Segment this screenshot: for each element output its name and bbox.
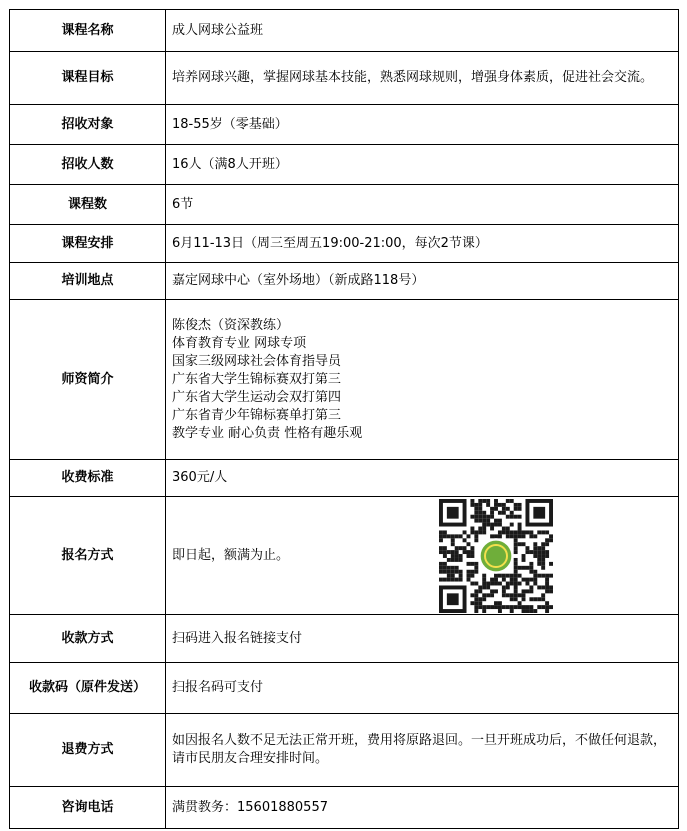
bio-line: 教学专业 耐心负责 性格有趣乐观	[172, 425, 363, 441]
row-label: 退费方式	[10, 714, 166, 787]
table-row	[10, 300, 679, 460]
row-value: 16人（满8人开班）	[166, 145, 679, 185]
course-info-table	[9, 9, 679, 829]
instructor-bio	[166, 300, 679, 460]
table-row	[10, 105, 679, 145]
bio-line: 陈俊杰（资深教练）	[172, 317, 290, 333]
row-label: 课程安排	[10, 225, 166, 263]
bio-line: 广东省大学生锦标赛双打第三	[172, 371, 342, 387]
bio-line: 国家三级网球社会体育指导员	[172, 353, 342, 369]
row-value: 6月11-13日（周三至周五19:00-21:00，每次2节课）	[166, 225, 679, 263]
registration-cell	[166, 497, 679, 615]
row-label: 咨询电话	[10, 787, 166, 829]
row-label: 培训地点	[10, 263, 166, 300]
row-value: 满贯教务：15601880557	[166, 787, 679, 829]
row-value: 成人网球公益班	[166, 10, 679, 52]
row-label: 收款方式	[10, 615, 166, 663]
table-row	[10, 263, 679, 300]
row-label: 课程目标	[10, 52, 166, 105]
table-row	[10, 10, 679, 52]
table-row	[10, 663, 679, 714]
table-row	[10, 185, 679, 225]
table-row	[10, 615, 679, 663]
bio-line: 广东省大学生运动会双打第四	[172, 389, 342, 405]
row-value: 6节	[166, 185, 679, 225]
table-row	[10, 225, 679, 263]
row-value: 18-55岁（零基础）	[166, 105, 679, 145]
table-row	[10, 52, 679, 105]
row-label: 收费标准	[10, 460, 166, 497]
row-value: 360元/人	[166, 460, 679, 497]
bio-line: 体育教育专业 网球专项	[172, 335, 307, 351]
table-row	[10, 497, 679, 615]
row-value: 扫码进入报名链接支付	[166, 615, 679, 663]
table-row	[10, 787, 679, 829]
qr-code-icon[interactable]	[439, 499, 553, 613]
row-value: 嘉定网球中心（室外场地）（新成路118号）	[166, 263, 679, 300]
row-value: 如因报名人数不足无法正常开班，费用将原路退回。一旦开班成功后，不做任何退款，请市民朋友合理安排时间。	[166, 714, 679, 787]
table-row	[10, 145, 679, 185]
row-label: 师资简介	[10, 300, 166, 460]
table-row	[10, 714, 679, 787]
row-label: 招收人数	[10, 145, 166, 185]
row-value: 培养网球兴趣，掌握网球基本技能，熟悉网球规则，增强身体素质，促进社会交流。	[166, 52, 679, 105]
row-label: 课程数	[10, 185, 166, 225]
row-label: 课程名称	[10, 10, 166, 52]
row-label: 招收对象	[10, 105, 166, 145]
row-label: 收款码（原件发送）	[10, 663, 166, 714]
row-value: 扫报名码可支付	[166, 663, 679, 714]
bio-line: 广东省青少年锦标赛单打第三	[172, 407, 342, 423]
table-row	[10, 460, 679, 497]
row-value: 即日起，额满为止。	[172, 547, 290, 563]
row-label: 报名方式	[10, 497, 166, 615]
